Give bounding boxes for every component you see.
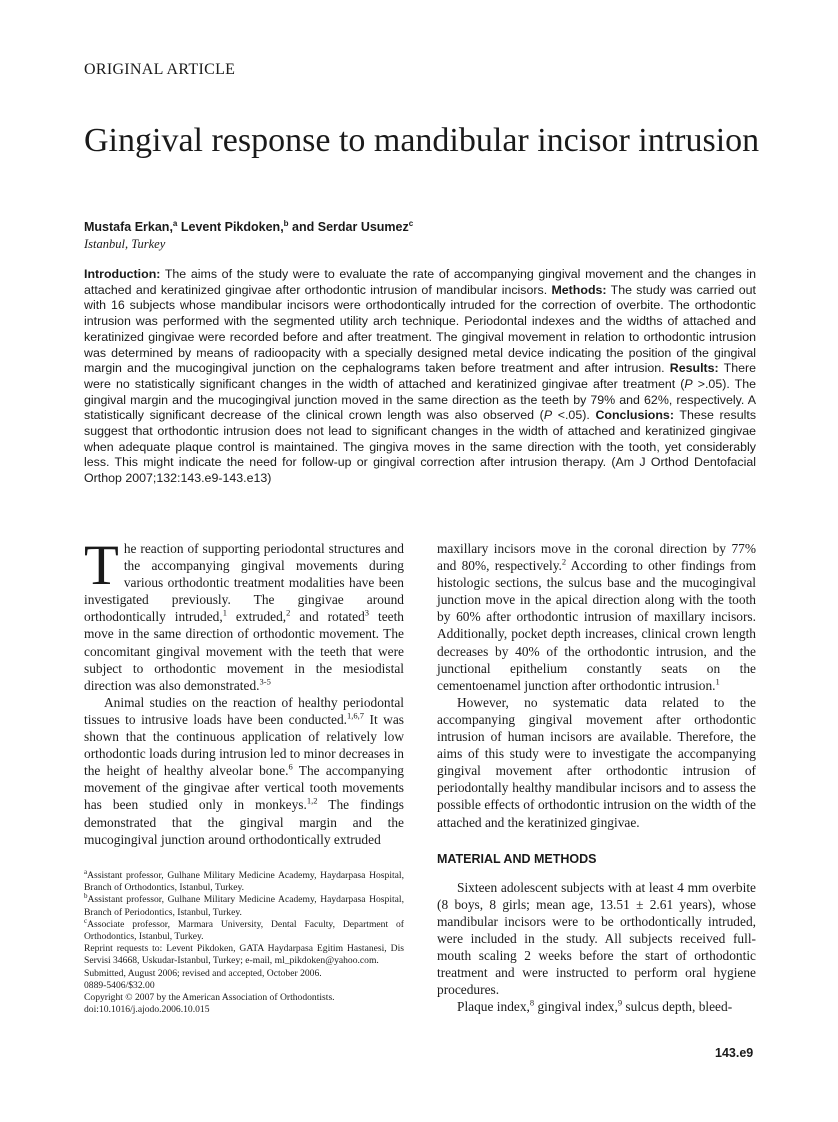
body-text: extruded, <box>226 609 287 625</box>
article-title: Gingival response to mandibular incisor intrusion <box>84 122 760 159</box>
body-paragraph <box>437 540 756 694</box>
footnote <box>84 894 404 918</box>
footnote <box>84 916 404 943</box>
body-text: It was shown that the continuous application of relatively low orthodontic loads during intrusion led to minor decreases in the height of healthy alveolar bone. <box>84 711 405 779</box>
citation-ref: 1 <box>715 676 720 687</box>
citation-ref: 2 <box>286 607 291 618</box>
abstract-intro-text: The aims of the study were to evaluate the rate of accompanying gingival movement and the changes in attached and keratinized gingivae after orthodontic intrusion of mandibular incisors. <box>84 267 756 297</box>
footnote <box>84 867 404 894</box>
citation-ref: 2 <box>561 556 567 567</box>
section-label: ORIGINAL ARTICLE <box>84 61 236 78</box>
citation-ref: 1,2 <box>306 795 318 806</box>
abstract-intro-label: Introduction: <box>84 267 161 281</box>
citation-ref: 3-5 <box>259 676 271 687</box>
left-column <box>84 534 405 848</box>
citation-ref: 3 <box>364 607 370 618</box>
body-paragraph <box>84 534 404 694</box>
submission-dates: Submitted, August 2006; revised and accepted, October 2006. <box>84 967 322 979</box>
copyright: Copyright © 2007 by the American Association of Orthodontists. <box>84 992 335 1004</box>
body-text: Plaque index, <box>457 999 530 1015</box>
abstract-results-text: There were no statistically significant changes in the width of attached and keratinized gingivae after treatment ( <box>84 361 757 391</box>
body-text: gingival index, <box>534 999 618 1015</box>
abstract-methods-text: The study was carried out with 16 subjects whose mandibular incisors were orthodontically intruded for the correction of overbite. The orthodontic intrusion was performed with the segmented utility arch technique. Periodontal indexes and the widths of attached and keratinized gingivae were recorded before and after treatment. The gingival movement in relation to orthodontic intrusion was determined by means of radioopacity with a specially designed metal device indicating the position of the gingival margin and the mucogingival junction on the cephalograms taken before treatment and after intrusion. <box>84 282 756 376</box>
body-text: he reaction of supporting periodontal structures and the accompanying gingival movements during various orthodontic treatment modalities have been investigated previously. The gingivae around orthodontically intruded, <box>84 541 404 625</box>
abstract-methods-label: Methods: <box>551 282 607 297</box>
citation-ref: 6 <box>288 761 293 772</box>
abstract-results-text: >.05). The gingival margin and the mucogingival junction moved in the same direction as the teeth by 79% and 62%, respectively. A statistically significant decrease of the clinical crown length was also observed ( <box>84 376 756 423</box>
citation-ref: 9 <box>617 997 623 1008</box>
doi: doi:10.1016/j.ajodo.2006.10.015 <box>84 1004 210 1016</box>
author-list <box>84 219 413 234</box>
author-name: Serdar Usumez <box>317 220 409 235</box>
issn: 0889-5406/$32.00 <box>84 979 155 991</box>
footnote-marker: b <box>84 892 88 901</box>
footnote-marker: c <box>84 916 88 925</box>
abstract-conclusions-label: Conclusions: <box>595 408 674 423</box>
body-text: maxillary incisors move in the coronal direction by 77% and 80%, respectively. <box>437 541 756 574</box>
abstract-results-text: <.05). <box>552 408 596 423</box>
drop-cap: T <box>84 534 119 597</box>
body-paragraph <box>84 694 404 848</box>
section-heading: MATERIAL AND METHODS <box>437 851 597 866</box>
author-affil-marker: b <box>283 219 289 228</box>
author-affil-marker: c <box>408 219 414 228</box>
abstract <box>84 267 756 487</box>
footnote-text: Assistant professor, Gulhane Military Medicine Academy, Haydarpasa Hospital, Branch of Orthodontics, Istanbul, Turkey. <box>84 870 404 894</box>
p-value-symbol: P <box>543 408 553 423</box>
column-flow-spacer <box>437 540 756 694</box>
author-separator: and <box>288 220 318 235</box>
citation-ref: 1,6,7 <box>347 710 365 721</box>
body-paragraph <box>437 998 756 1015</box>
citation-ref: 1 <box>222 607 227 618</box>
p-value-symbol: P <box>684 376 693 391</box>
author-location: Istanbul, Turkey <box>84 237 166 251</box>
body-text: The accompanying movement of the gingivae after vertical tooth movements has been studied only in monkeys. <box>84 763 405 813</box>
body-text: According to other findings from histologic sections, the sulcus base and the mucogingival junction move in the apical direction along with the tooth by 60% after orthodontic intrusion of maxillary incisors. Additionally, pocket depth increases, clinical crown length decreases by 40% of the orthodontic intrusion, and the junctional epithelium constantly seats on the cementoenamel junction after orthodontic intrusion. <box>437 558 756 693</box>
author-name: Mustafa Erkan, <box>84 220 173 235</box>
footnotes <box>84 867 404 1016</box>
footnote-text: Assistant professor, Gulhane Military Medicine Academy, Haydarpasa Hospital, Branch of Periodontics, Istanbul, Turkey. <box>84 894 404 918</box>
abstract-results-label: Results: <box>669 361 719 376</box>
body-text: and rotated <box>290 609 365 625</box>
footnote-marker: a <box>84 867 88 876</box>
author-affil-marker: a <box>172 219 178 228</box>
citation-ref: 8 <box>529 997 535 1008</box>
body-text: sulcus depth, bleed- <box>622 999 733 1015</box>
body-text: Animal studies on the reaction of healthy periodontal tissues to intrusive loads have been conducted. <box>84 694 404 727</box>
page-number: 143.e9 <box>715 1046 754 1060</box>
right-column <box>437 540 756 1015</box>
body-paragraph: However, no systematic data related to the accompanying gingival movement after orthodontic intrusion of human incisors are available. Therefore, the aims of this study were to investigate the accompanying gingival movement after orthodontic intrusion of periodontally healthy mandibular incisors and to assess the possible effects of orthodontic intrusion on the width of the attached and the keratinized gingivae. <box>437 694 756 830</box>
body-text: teeth move in the same direction of orthodontic movement. The concomitant gingival movement with the teeth that were subject to orthodontic movement in the mesiodistal direction was also demonstrated. <box>84 609 404 693</box>
abstract-conclusions-text: These results suggest that orthodontic intrusion does not lead to significant changes in the width of attached and keratinized gingivae when adequate plaque control is maintained. The gingiva moves in the same direction with the tooth, yet considerably less. This might indicate the need for follow-up or gingival correction after intrusion therapy. (Am J Orthod Dentofacial Orthop 2007;132:143.e9-143.e13) <box>84 408 757 486</box>
author-name: Levent Pikdoken, <box>180 220 284 235</box>
body-paragraph: Sixteen adolescent subjects with at least 4 mm overbite (8 boys, 8 girls; mean age, 13.51 ± 2.61 years), whose mandibular incisors were to be orthodontically intruded, were included in the study. All subjects received full-mouth scaling 2 weeks before the start of orthodontic treatment and were instructed to perform oral hygiene procedures. <box>437 879 756 998</box>
footnote-text: Associate professor, Marmara University, Dental Faculty, Department of Orthodontics, Istanbul, Turkey. <box>84 918 404 943</box>
body-text: The findings demonstrated that the gingival margin and the mucogingival junction around orthodontically extruded <box>84 797 405 847</box>
reprint-requests: Reprint requests to: Levent Pikdoken, GATA Haydarpasa Egitim Hastanesi, Dis Servisi 34668, Uskudar-Istanbul, Turkey; e-mail, ml_pikdoken@yahoo.com. <box>84 943 404 967</box>
